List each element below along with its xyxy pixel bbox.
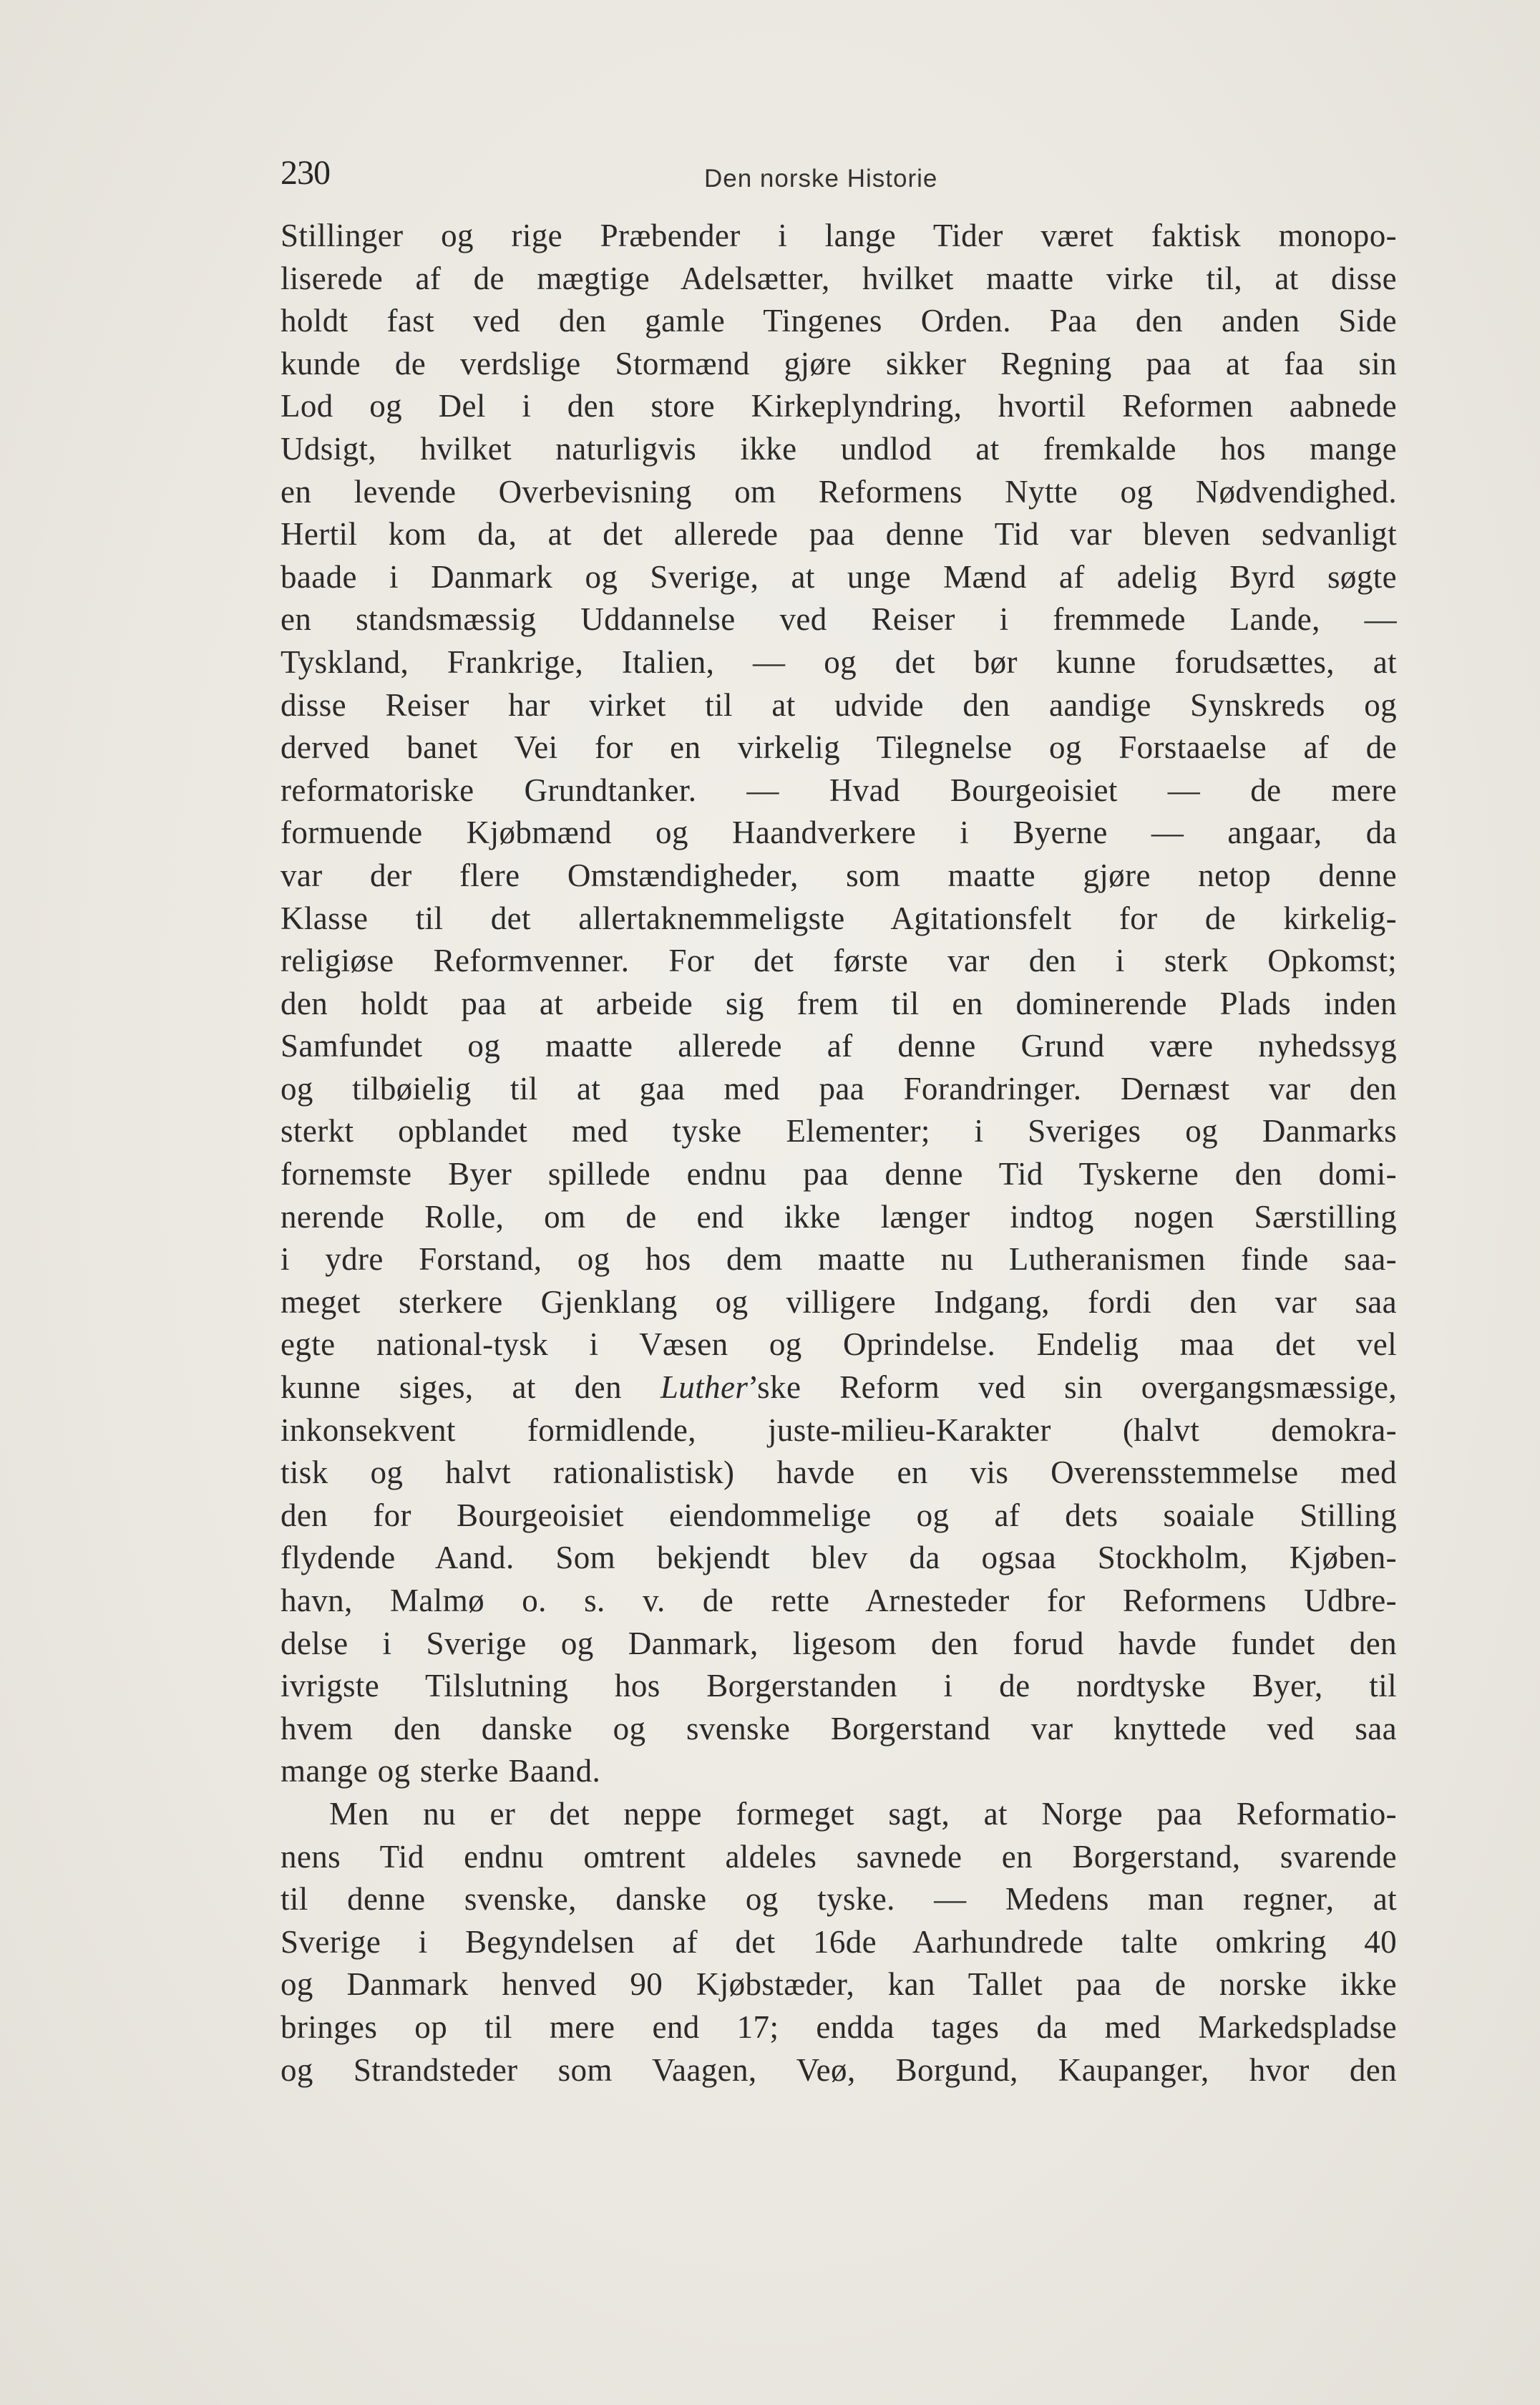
text-line: Klasse til det allertaknemmeligste Agitationsfelt for de kirkelig-	[281, 900, 1397, 936]
text-line: baade i Danmark og Sverige, at unge Mænd af adelig Byrd søgte	[281, 558, 1397, 595]
body-text	[281, 215, 1397, 2091]
text-line: ivrigste Tilslutning hos Borgerstanden i de nordtyske Byer, til	[281, 1668, 1397, 1704]
text-line: Tyskland, Frankrige, Italien, — og det bør kunne forudsættes, at	[281, 643, 1397, 680]
text-line: Udsigt, hvilket naturligvis ikke undlod at fremkalde hos mange	[281, 430, 1397, 467]
text-line: og Strandsteder som Vaagen, Veø, Borgund, Kaupanger, hvor den	[281, 2051, 1397, 2088]
text-line: til denne svenske, danske og tyske. — Medens man regner, at	[281, 1881, 1397, 1918]
text-line: i ydre Forstand, og hos dem maatte nu Lutheranismen finde saa-	[281, 1241, 1397, 1278]
text-line: flydende Aand. Som bekjendt blev da ogsaa Stockholm, Kjøben-	[281, 1540, 1397, 1576]
text-line: og tilbøielig til at gaa med paa Forandringer. Dernæst var den	[281, 1070, 1397, 1107]
page-header	[281, 152, 1397, 195]
text-line: formuende Kjøbmænd og Haandverkere i Byerne — angaar, da	[281, 815, 1397, 851]
text-line: inkonsekvent formidlende, juste-milieu-Karakter (halvt demokra-	[281, 1412, 1397, 1448]
text-line: derved banet Vei for en virkelig Tilegnelse og Forstaaelse af de	[281, 729, 1397, 766]
paragraph	[281, 215, 1397, 1793]
text-line: disse Reiser har virket til at udvide den aandige Synskreds og	[281, 686, 1397, 723]
text-line: holdt fast ved den gamle Tingenes Orden. Paa den anden Side	[281, 303, 1397, 339]
text-line: en levende Overbevisning om Reformens Nytte og Nødvendighed.	[281, 473, 1397, 510]
text-line: religiøse Reformvenner. For det første var den i sterk Opkomst;	[281, 943, 1397, 979]
text-line: en standsmæssig Uddannelse ved Reiser i fremmede Lande, —	[281, 601, 1397, 638]
text-line: mange og sterke Baand.	[281, 1753, 601, 1789]
text-line: egte national-tysk i Væsen og Oprindelse. Endelig maa det vel	[281, 1326, 1397, 1363]
text-line: hvem den danske og svenske Borgerstand var knyttede ved saa	[281, 1710, 1397, 1746]
page-number: 230	[281, 154, 330, 192]
paragraph	[281, 1793, 1397, 2091]
text-line: den for Bourgeoisiet eiendommelige og af dets soaiale Stilling	[281, 1497, 1397, 1533]
text-line: nens Tid endnu omtrent aldeles savnede en Borgerstand, svarende	[281, 1838, 1397, 1875]
text-line: Hertil kom da, at det allerede paa denne Tid var bleven sedvanligt	[281, 516, 1397, 553]
text-line: bringes op til mere end 17; endda tages da med Markedspladse	[281, 2008, 1397, 2045]
text-line: havn, Malmø o. s. v. de rette Arnesteder for Reformens Udbre-	[281, 1583, 1397, 1618]
text-line: reformatoriske Grundtanker. — Hvad Bourgeoisiet — de mere	[281, 772, 1397, 808]
text-fragment: ’ske Reform ved sin overgangsmæssige,	[748, 1369, 1398, 1406]
text-line: Lod og Del i den store Kirkeplyndring, hvortil Reformen aabnede	[281, 388, 1397, 424]
text-line	[281, 1366, 1397, 1409]
text-line: den holdt paa at arbeide sig frem til en dominerende Plads inden	[281, 985, 1397, 1021]
text-line: kunde de verdslige Stormænd gjøre sikker Regning paa at faa sin	[281, 345, 1397, 382]
text-line: liserede af de mægtige Adelsætter, hvilket maatte virke til, at disse	[281, 260, 1397, 296]
text-line: Men nu er det neppe formeget sagt, at Norge paa Reformatio-	[329, 1795, 1397, 1832]
text-line: fornemste Byer spillede endnu paa denne Tid Tyskerne den domi-	[281, 1156, 1397, 1192]
running-head: Den norske Historie	[704, 165, 938, 193]
text-line: delse i Sverige og Danmark, ligesom den forud havde fundet den	[281, 1625, 1397, 1661]
italic-name: Luther	[660, 1369, 749, 1406]
text-line: meget sterkere Gjenklang og villigere Indgang, fordi den var saa	[281, 1283, 1397, 1320]
text-fragment: kunne siges, at den	[281, 1369, 661, 1406]
text-line: sterkt opblandet med tyske Elementer; i Sveriges og Danmarks	[281, 1113, 1397, 1150]
text-line: nerende Rolle, om de end ikke længer indtog nogen Særstilling	[281, 1198, 1397, 1235]
text-line: var der flere Omstændigheder, som maatte gjøre netop denne	[281, 857, 1397, 893]
text-line: Samfundet og maatte allerede af denne Grund være nyhedssyg	[281, 1028, 1397, 1064]
text-line: Sverige i Begyndelsen af det 16de Aarhundrede talte omkring 40	[281, 1923, 1397, 1960]
text-line: tisk og halvt rationalistisk) havde en vis Overensstemmelse med	[281, 1454, 1397, 1491]
text-line: og Danmark henved 90 Kjøbstæder, kan Tallet paa de norske ikke	[281, 1966, 1397, 2003]
text-line: Stillinger og rige Præbender i lange Tider været faktisk monopo-	[281, 218, 1397, 253]
